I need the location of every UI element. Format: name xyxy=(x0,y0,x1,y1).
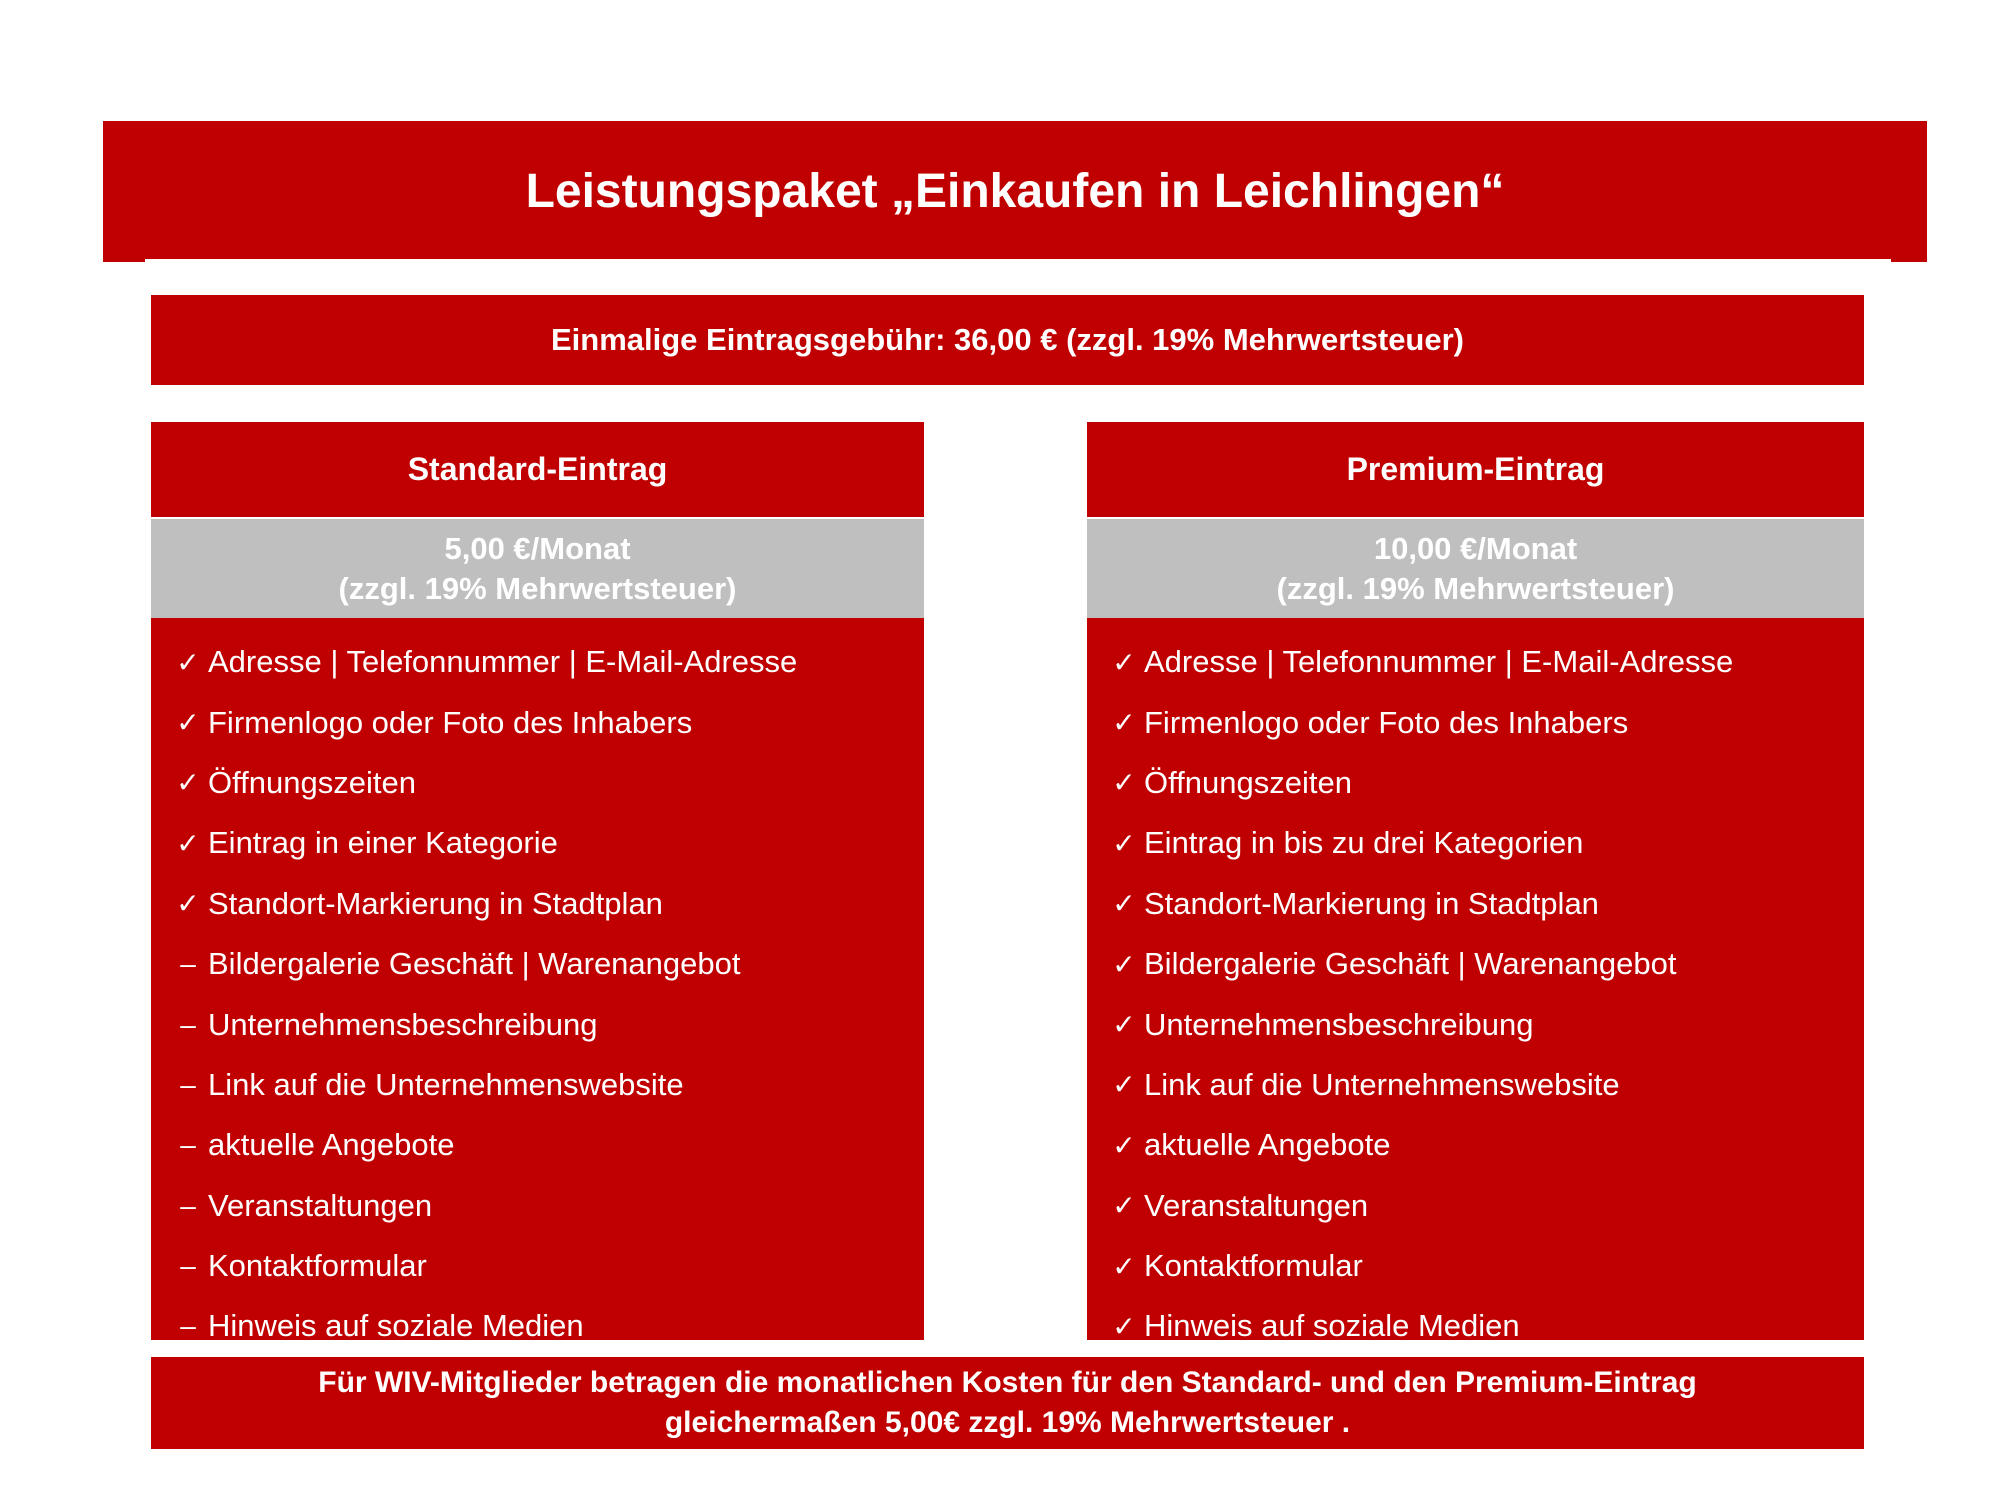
feature-label: Hinweis auf soziale Medien xyxy=(208,1308,584,1344)
feature-item xyxy=(151,753,924,813)
footer-line-2: gleichermaßen 5,00€ zzgl. 19% Mehrwertsteuer . xyxy=(664,1406,1351,1439)
check-icon: ✓ xyxy=(1112,948,1136,980)
feature-label: Eintrag in einer Kategorie xyxy=(208,825,558,861)
fee-banner xyxy=(151,295,1864,385)
feature-item xyxy=(1087,1055,1864,1115)
check-icon: ✓ xyxy=(176,707,200,739)
check-icon: ✓ xyxy=(1112,1009,1136,1041)
premium-feature-list xyxy=(1087,618,1864,1344)
check-icon: ✓ xyxy=(176,767,200,799)
check-icon: ✓ xyxy=(1112,888,1136,920)
feature-item xyxy=(151,934,924,994)
footer-banner xyxy=(151,1357,1864,1449)
feature-label: Eintrag in bis zu drei Kategorien xyxy=(1144,825,1584,861)
standard-feature-list xyxy=(151,618,924,1344)
check-icon: ✓ xyxy=(176,646,200,678)
feature-item xyxy=(151,1115,924,1175)
dash-icon: – xyxy=(180,948,196,980)
feature-item xyxy=(151,813,924,873)
premium-header xyxy=(1087,422,1864,517)
feature-item xyxy=(1087,1236,1864,1296)
feature-label: Link auf die Unternehmenswebsite xyxy=(1144,1066,1620,1102)
feature-item xyxy=(151,692,924,752)
feature-label: Firmenlogo oder Foto des Inhabers xyxy=(208,704,693,740)
feature-label: aktuelle Angebote xyxy=(1144,1127,1391,1163)
dash-icon: – xyxy=(180,1068,196,1100)
feature-label: Standort-Markierung in Stadtplan xyxy=(208,885,663,921)
feature-item xyxy=(151,1176,924,1236)
premium-price: 10,00 €/Monat xyxy=(1373,530,1578,566)
check-icon: ✓ xyxy=(1112,646,1136,678)
check-icon: ✓ xyxy=(1112,707,1136,739)
dash-icon: – xyxy=(180,1008,196,1040)
feature-label: Firmenlogo oder Foto des Inhabers xyxy=(1144,704,1629,740)
feature-item xyxy=(1087,813,1864,873)
check-icon: ✓ xyxy=(1112,767,1136,799)
page-title: Leistungspaket „Einkaufen in Leichlingen“ xyxy=(525,165,1505,218)
premium-header-label: Premium-Eintrag xyxy=(1346,451,1605,487)
check-icon: ✓ xyxy=(176,888,200,920)
title-banner xyxy=(103,121,1927,262)
feature-label: Adresse | Telefonnummer | E-Mail-Adresse xyxy=(1144,644,1734,680)
feature-label: Öffnungszeiten xyxy=(1144,764,1352,800)
feature-item xyxy=(151,632,924,692)
feature-label: Unternehmensbeschreibung xyxy=(1144,1006,1534,1042)
feature-item xyxy=(1087,1176,1864,1236)
dash-icon: – xyxy=(180,1189,196,1221)
dash-icon: – xyxy=(180,1129,196,1161)
feature-item xyxy=(1087,1296,1864,1356)
premium-price-box xyxy=(1087,519,1864,618)
check-icon: ✓ xyxy=(1112,1069,1136,1101)
standard-price-box xyxy=(151,519,924,618)
dash-icon: – xyxy=(180,1250,196,1282)
feature-item xyxy=(151,874,924,934)
dash-icon: – xyxy=(180,1310,196,1342)
feature-item xyxy=(151,994,924,1054)
feature-label: aktuelle Angebote xyxy=(208,1127,455,1163)
standard-price-note: (zzgl. 19% Mehrwertsteuer) xyxy=(338,570,737,606)
feature-label: Kontaktformular xyxy=(208,1248,427,1284)
feature-label: Kontaktformular xyxy=(1144,1248,1363,1284)
feature-item xyxy=(1087,753,1864,813)
footer-line-1: Für WIV-Mitglieder betragen die monatlichen Kosten für den Standard- und den Premium-Eintrag xyxy=(318,1366,1697,1399)
standard-header-label: Standard-Eintrag xyxy=(407,451,668,487)
feature-item xyxy=(1087,1115,1864,1175)
title-underline xyxy=(145,259,1891,262)
check-icon: ✓ xyxy=(1112,1250,1136,1282)
feature-item xyxy=(1087,874,1864,934)
check-icon: ✓ xyxy=(1112,1129,1136,1161)
feature-label: Bildergalerie Geschäft | Warenangebot xyxy=(208,946,741,982)
feature-label: Adresse | Telefonnummer | E-Mail-Adresse xyxy=(208,644,798,680)
feature-item xyxy=(1087,692,1864,752)
feature-item xyxy=(151,1236,924,1296)
feature-item xyxy=(1087,994,1864,1054)
feature-item xyxy=(151,1055,924,1115)
check-icon: ✓ xyxy=(1112,1190,1136,1222)
feature-label: Hinweis auf soziale Medien xyxy=(1144,1308,1520,1344)
feature-label: Öffnungszeiten xyxy=(208,764,416,800)
check-icon: ✓ xyxy=(1112,1310,1136,1342)
feature-label: Link auf die Unternehmenswebsite xyxy=(208,1066,684,1102)
standard-price: 5,00 €/Monat xyxy=(444,530,631,566)
standard-header xyxy=(151,422,924,517)
feature-label: Bildergalerie Geschäft | Warenangebot xyxy=(1144,946,1677,982)
feature-label: Unternehmensbeschreibung xyxy=(208,1006,598,1042)
feature-item xyxy=(1087,632,1864,692)
feature-label: Veranstaltungen xyxy=(208,1187,433,1223)
check-icon: ✓ xyxy=(1112,827,1136,859)
fee-text: Einmalige Eintragsgebühr: 36,00 € (zzgl. 19% Mehrwertsteuer) xyxy=(550,322,1465,357)
feature-item xyxy=(151,1296,924,1356)
feature-label: Veranstaltungen xyxy=(1144,1187,1369,1223)
feature-label: Standort-Markierung in Stadtplan xyxy=(1144,885,1599,921)
check-icon: ✓ xyxy=(176,827,200,859)
premium-price-note: (zzgl. 19% Mehrwertsteuer) xyxy=(1276,570,1675,606)
feature-item xyxy=(1087,934,1864,994)
